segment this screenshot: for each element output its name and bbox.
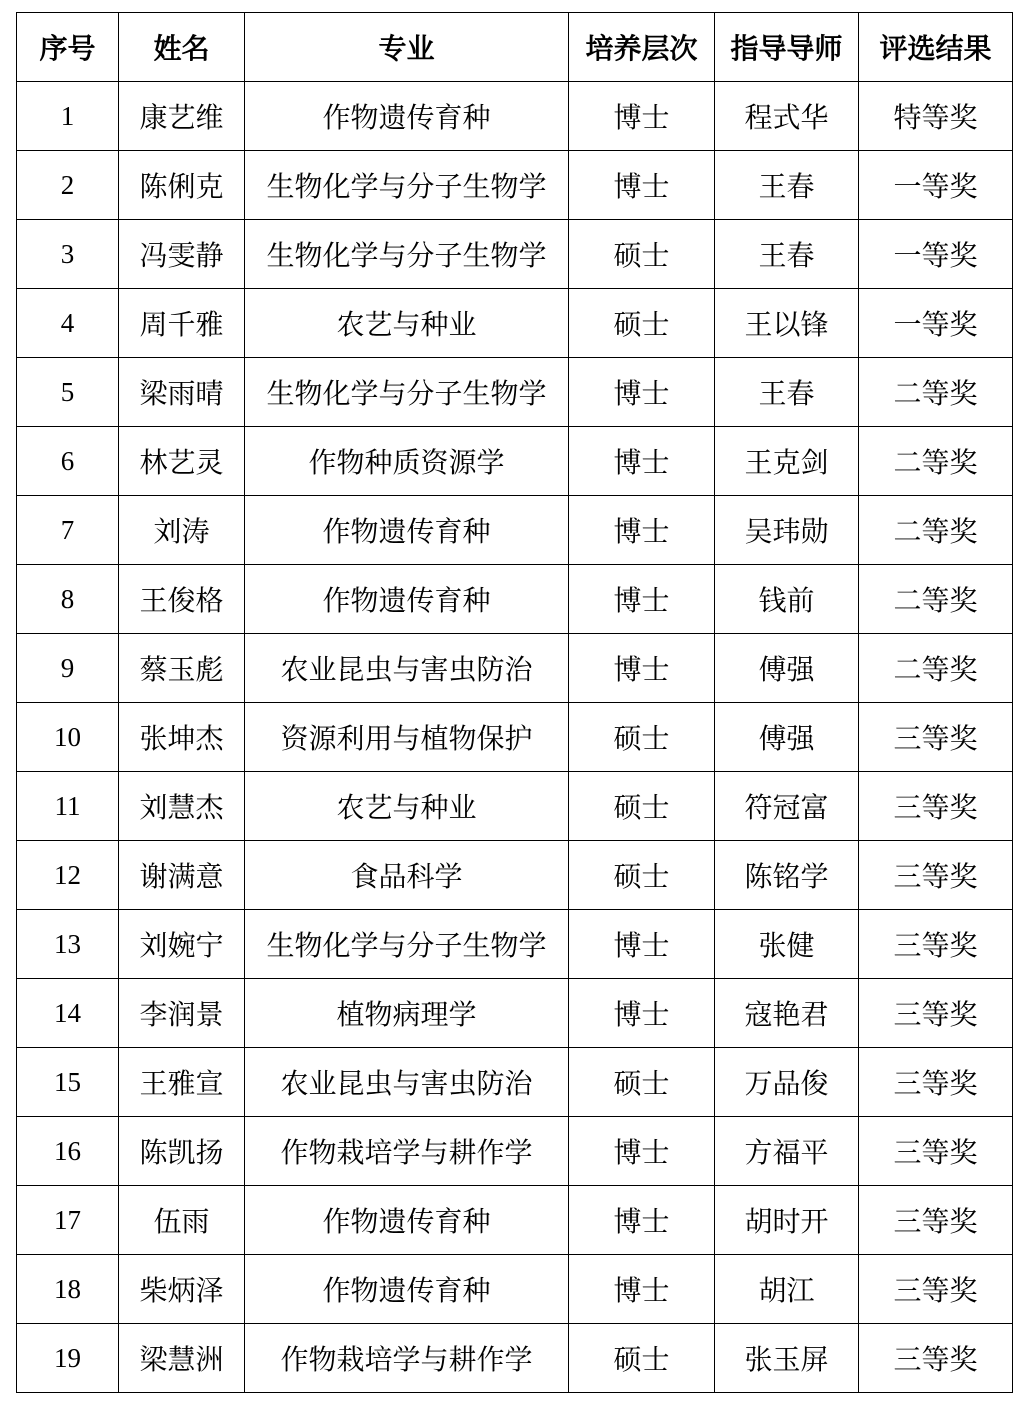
cell-degree-level: 博士 [569, 1255, 715, 1324]
cell-supervisor: 张健 [715, 910, 859, 979]
table-row [17, 772, 1013, 841]
cell-major: 生物化学与分子生物学 [245, 910, 569, 979]
cell-index: 15 [17, 1048, 119, 1117]
cell-index: 10 [17, 703, 119, 772]
cell-result: 特等奖 [859, 82, 1013, 151]
cell-major: 作物栽培学与耕作学 [245, 1117, 569, 1186]
table-row [17, 1324, 1013, 1393]
cell-result: 三等奖 [859, 1255, 1013, 1324]
cell-result: 三等奖 [859, 1186, 1013, 1255]
cell-name: 蔡玉彪 [119, 634, 245, 703]
table-row [17, 427, 1013, 496]
header-name: 姓名 [119, 13, 245, 82]
cell-index: 2 [17, 151, 119, 220]
table-header [17, 13, 1013, 82]
cell-major: 农艺与种业 [245, 289, 569, 358]
header-row [17, 13, 1013, 82]
cell-index: 13 [17, 910, 119, 979]
table-row [17, 703, 1013, 772]
cell-result: 一等奖 [859, 220, 1013, 289]
cell-supervisor: 王春 [715, 358, 859, 427]
cell-degree-level: 博士 [569, 358, 715, 427]
cell-supervisor: 寇艳君 [715, 979, 859, 1048]
cell-result: 一等奖 [859, 289, 1013, 358]
cell-result: 三等奖 [859, 1324, 1013, 1393]
table-row [17, 565, 1013, 634]
table-row [17, 496, 1013, 565]
cell-index: 5 [17, 358, 119, 427]
table-row [17, 1186, 1013, 1255]
table-row [17, 1117, 1013, 1186]
cell-index: 3 [17, 220, 119, 289]
cell-result: 三等奖 [859, 841, 1013, 910]
cell-result: 二等奖 [859, 565, 1013, 634]
cell-degree-level: 博士 [569, 979, 715, 1048]
cell-name: 谢满意 [119, 841, 245, 910]
cell-supervisor: 胡江 [715, 1255, 859, 1324]
cell-major: 农业昆虫与害虫防治 [245, 634, 569, 703]
table-row [17, 82, 1013, 151]
cell-name: 梁雨晴 [119, 358, 245, 427]
table-row [17, 1255, 1013, 1324]
cell-supervisor: 张玉屏 [715, 1324, 859, 1393]
cell-result: 三等奖 [859, 772, 1013, 841]
cell-name: 刘慧杰 [119, 772, 245, 841]
cell-result: 三等奖 [859, 979, 1013, 1048]
cell-degree-level: 博士 [569, 634, 715, 703]
cell-index: 19 [17, 1324, 119, 1393]
cell-major: 作物遗传育种 [245, 1255, 569, 1324]
cell-index: 6 [17, 427, 119, 496]
cell-name: 冯雯静 [119, 220, 245, 289]
header-index: 序号 [17, 13, 119, 82]
cell-supervisor: 王春 [715, 151, 859, 220]
cell-index: 8 [17, 565, 119, 634]
cell-degree-level: 博士 [569, 565, 715, 634]
table-row [17, 151, 1013, 220]
table-body [17, 82, 1013, 1393]
header-major: 专业 [245, 13, 569, 82]
cell-major: 作物遗传育种 [245, 565, 569, 634]
cell-result: 三等奖 [859, 910, 1013, 979]
cell-name: 柴炳泽 [119, 1255, 245, 1324]
cell-supervisor: 王春 [715, 220, 859, 289]
cell-major: 农艺与种业 [245, 772, 569, 841]
cell-degree-level: 博士 [569, 1117, 715, 1186]
cell-degree-level: 博士 [569, 427, 715, 496]
cell-result: 三等奖 [859, 1117, 1013, 1186]
cell-major: 生物化学与分子生物学 [245, 220, 569, 289]
cell-degree-level: 硕士 [569, 703, 715, 772]
cell-index: 12 [17, 841, 119, 910]
cell-name: 王雅宣 [119, 1048, 245, 1117]
cell-name: 梁慧洲 [119, 1324, 245, 1393]
cell-name: 刘涛 [119, 496, 245, 565]
cell-index: 4 [17, 289, 119, 358]
cell-major: 生物化学与分子生物学 [245, 151, 569, 220]
table-row [17, 289, 1013, 358]
cell-result: 二等奖 [859, 427, 1013, 496]
cell-major: 食品科学 [245, 841, 569, 910]
cell-major: 资源利用与植物保护 [245, 703, 569, 772]
table-row [17, 910, 1013, 979]
header-result: 评选结果 [859, 13, 1013, 82]
cell-major: 作物遗传育种 [245, 82, 569, 151]
cell-name: 伍雨 [119, 1186, 245, 1255]
cell-name: 陈凯扬 [119, 1117, 245, 1186]
cell-result: 三等奖 [859, 1048, 1013, 1117]
table-row [17, 979, 1013, 1048]
table-row [17, 358, 1013, 427]
table-row [17, 841, 1013, 910]
cell-name: 王俊格 [119, 565, 245, 634]
cell-result: 二等奖 [859, 634, 1013, 703]
cell-name: 张坤杰 [119, 703, 245, 772]
table-row [17, 1048, 1013, 1117]
cell-degree-level: 博士 [569, 496, 715, 565]
cell-major: 作物栽培学与耕作学 [245, 1324, 569, 1393]
cell-supervisor: 王克剑 [715, 427, 859, 496]
cell-degree-level: 博士 [569, 151, 715, 220]
header-supervisor: 指导导师 [715, 13, 859, 82]
cell-major: 农业昆虫与害虫防治 [245, 1048, 569, 1117]
cell-supervisor: 陈铭学 [715, 841, 859, 910]
cell-degree-level: 硕士 [569, 220, 715, 289]
cell-name: 陈俐克 [119, 151, 245, 220]
cell-major: 作物种质资源学 [245, 427, 569, 496]
cell-result: 三等奖 [859, 703, 1013, 772]
cell-index: 7 [17, 496, 119, 565]
cell-index: 18 [17, 1255, 119, 1324]
cell-supervisor: 程式华 [715, 82, 859, 151]
table-row [17, 634, 1013, 703]
cell-supervisor: 方福平 [715, 1117, 859, 1186]
header-degree-level: 培养层次 [569, 13, 715, 82]
cell-result: 二等奖 [859, 358, 1013, 427]
cell-name: 周千雅 [119, 289, 245, 358]
cell-result: 一等奖 [859, 151, 1013, 220]
cell-supervisor: 钱前 [715, 565, 859, 634]
cell-name: 康艺维 [119, 82, 245, 151]
cell-index: 16 [17, 1117, 119, 1186]
cell-index: 17 [17, 1186, 119, 1255]
cell-degree-level: 硕士 [569, 772, 715, 841]
cell-name: 刘婉宁 [119, 910, 245, 979]
cell-supervisor: 吴玮勋 [715, 496, 859, 565]
cell-supervisor: 王以锋 [715, 289, 859, 358]
cell-supervisor: 傅强 [715, 703, 859, 772]
cell-degree-level: 硕士 [569, 1324, 715, 1393]
award-table [16, 12, 1013, 1393]
cell-index: 1 [17, 82, 119, 151]
cell-name: 林艺灵 [119, 427, 245, 496]
cell-degree-level: 硕士 [569, 289, 715, 358]
cell-degree-level: 博士 [569, 910, 715, 979]
cell-supervisor: 傅强 [715, 634, 859, 703]
cell-index: 9 [17, 634, 119, 703]
cell-index: 11 [17, 772, 119, 841]
cell-supervisor: 符冠富 [715, 772, 859, 841]
cell-degree-level: 硕士 [569, 1048, 715, 1117]
cell-major: 植物病理学 [245, 979, 569, 1048]
cell-major: 作物遗传育种 [245, 496, 569, 565]
cell-major: 生物化学与分子生物学 [245, 358, 569, 427]
cell-degree-level: 博士 [569, 1186, 715, 1255]
cell-major: 作物遗传育种 [245, 1186, 569, 1255]
table-row [17, 220, 1013, 289]
cell-degree-level: 硕士 [569, 841, 715, 910]
cell-supervisor: 万品俊 [715, 1048, 859, 1117]
cell-result: 二等奖 [859, 496, 1013, 565]
cell-supervisor: 胡时开 [715, 1186, 859, 1255]
cell-name: 李润景 [119, 979, 245, 1048]
cell-index: 14 [17, 979, 119, 1048]
cell-degree-level: 博士 [569, 82, 715, 151]
